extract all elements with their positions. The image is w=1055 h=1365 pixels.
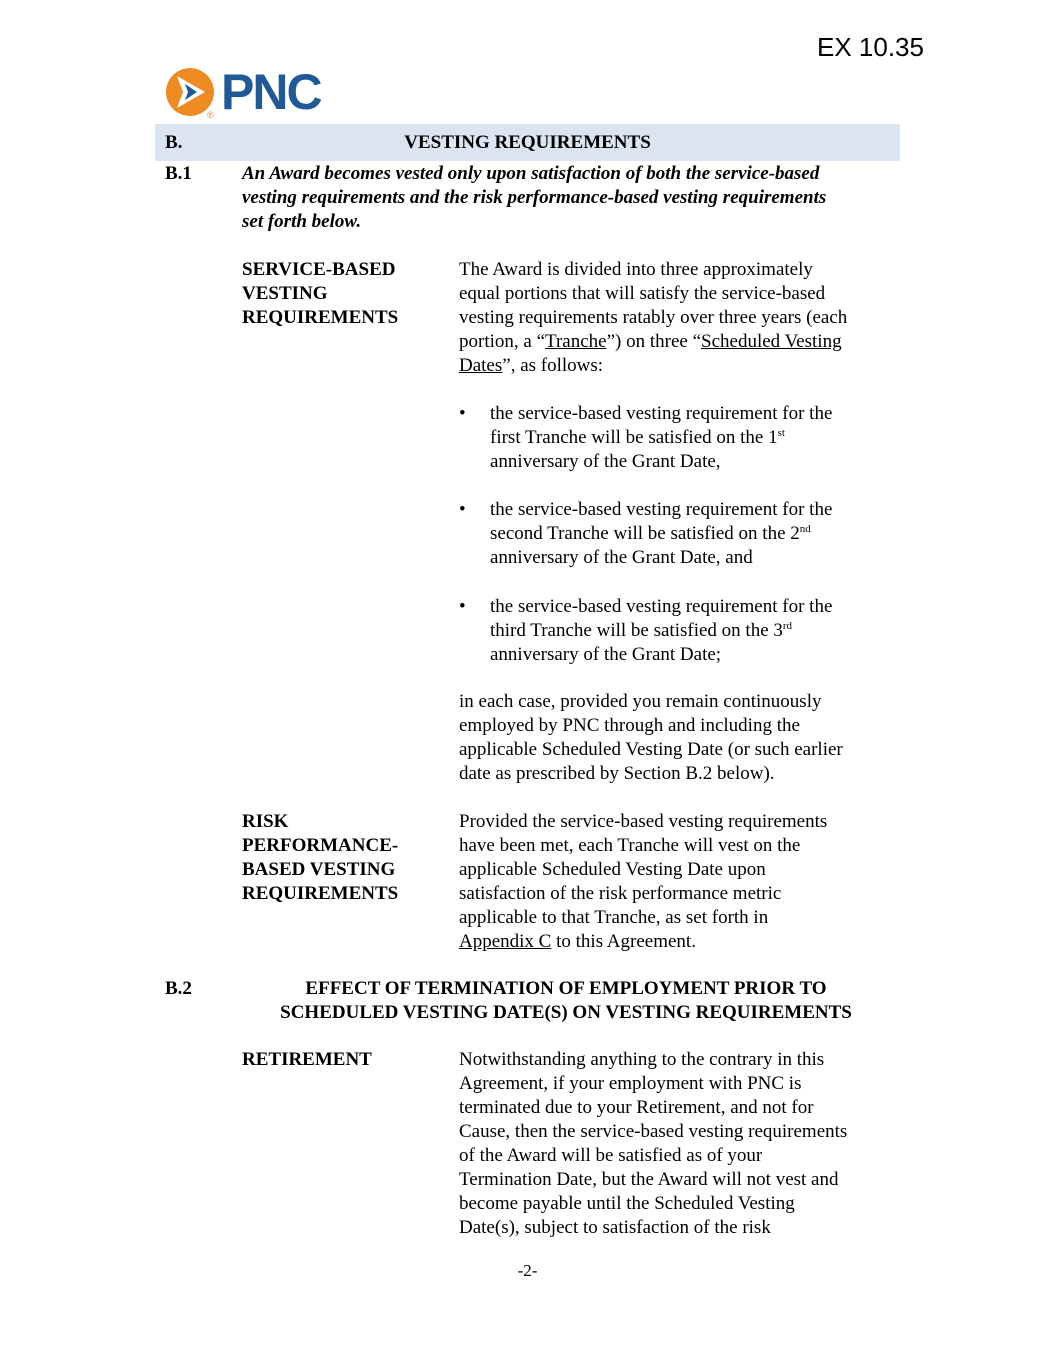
bullet-3-line-2: third Tranche will be satisfied on the 3rd	[490, 620, 793, 641]
service-para-line-4-mid: ”) on three “	[606, 331, 702, 352]
risk-heading-line-3: BASED VESTING	[242, 859, 396, 880]
risk-heading-line-1: RISK	[242, 811, 289, 832]
ordinal-suffix: nd	[799, 523, 811, 535]
bullet-icon: •	[459, 596, 466, 617]
service-heading-line-1: SERVICE-BASED	[242, 259, 396, 280]
b2-title-line-2: SCHEDULED VESTING DATE(S) ON VESTING REQUIREMENTS	[280, 1002, 852, 1023]
bullet-item-3	[490, 595, 890, 667]
ordinal-suffix: rd	[782, 620, 793, 632]
retirement-line-2: Agreement, if your employment with PNC is	[459, 1073, 802, 1094]
pnc-logo-text: PNC	[221, 64, 321, 120]
bullet-icon: •	[459, 499, 466, 520]
risk-heading-line-4: REQUIREMENTS	[242, 883, 399, 904]
bullet-2-line-2: second Tranche will be satisfied on the 2nd	[490, 523, 811, 544]
appendix-post-text: to this Agreement.	[551, 931, 696, 952]
risk-para-line-3: applicable Scheduled Vesting Date upon	[459, 859, 766, 880]
b1-label: B.1	[165, 163, 192, 184]
retirement-line-3: terminated due to your Retirement, and not for	[459, 1097, 814, 1118]
risk-para-line-5: applicable to that Tranche, as set forth in	[459, 907, 769, 928]
closing-line-1: in each case, provided you remain continuously	[459, 691, 822, 712]
b1-intro-line-2: vesting requirements and the risk performance-based vesting requirements	[242, 187, 827, 208]
retirement-line-7: become payable until the Scheduled Vesting	[459, 1193, 795, 1214]
service-para-line-3: vesting requirements ratably over three years (each	[459, 307, 848, 328]
section-title: VESTING REQUIREMENTS	[404, 132, 651, 153]
retirement-line-8: Date(s), subject to satisfaction of the risk	[459, 1217, 771, 1238]
retirement-heading: RETIREMENT	[242, 1049, 372, 1070]
closing-line-4: date as prescribed by Section B.2 below).	[459, 763, 775, 784]
service-heading-line-3: REQUIREMENTS	[242, 307, 399, 328]
b1-intro-line-3: set forth below.	[242, 211, 362, 232]
bullet-1-line-2: first Tranche will be satisfied on the 1st	[490, 427, 785, 448]
bullet-3-line-1: the service-based vesting requirement for the	[490, 596, 833, 617]
bullet-3-line-3: anniversary of the Grant Date;	[490, 644, 722, 665]
service-para-line-5	[459, 354, 603, 378]
risk-para-line-6	[459, 930, 696, 954]
registered-mark: ®	[207, 110, 214, 120]
pnc-logo	[165, 66, 340, 122]
service-heading-line-2: VESTING	[242, 283, 328, 304]
closing-line-2: employed by PNC through and including the	[459, 715, 800, 736]
bullet-2-line-3: anniversary of the Grant Date, and	[490, 547, 753, 568]
bullet-2-line-1: the service-based vesting requirement for the	[490, 499, 833, 520]
retirement-line-5: of the Award will be satisfied as of your	[459, 1145, 763, 1166]
retirement-line-4: Cause, then the service-based vesting requirements	[459, 1121, 848, 1142]
risk-para-line-4: satisfaction of the risk performance metric	[459, 883, 782, 904]
b2-label: B.2	[165, 978, 192, 999]
ordinal-suffix: st	[777, 427, 785, 439]
bullet-1-line-3: anniversary of the Grant Date,	[490, 451, 721, 472]
tranche-term: Tranche	[545, 331, 607, 352]
risk-para-line-1: Provided the service-based vesting requirements	[459, 811, 828, 832]
risk-heading-line-2: PERFORMANCE-	[242, 835, 399, 856]
bullet-item-2	[490, 498, 890, 570]
service-para-line-5-post: ”, as follows:	[502, 355, 604, 376]
service-para-line-2: equal portions that will satisfy the service-based	[459, 283, 826, 304]
service-para-line-4-pre: portion, a “	[459, 331, 546, 352]
b2-title-line-1: EFFECT OF TERMINATION OF EMPLOYMENT PRIOR TO	[305, 978, 827, 999]
section-label: B.	[165, 132, 183, 153]
exhibit-label: EX 10.35	[817, 32, 924, 62]
closing-line-3: applicable Scheduled Vesting Date (or such earlier	[459, 739, 843, 760]
scheduled-vesting-term: Scheduled Vesting	[701, 331, 842, 352]
b1-intro-line-1: An Award becomes vested only upon satisfaction of both the service-based	[242, 163, 820, 184]
retirement-line-6: Termination Date, but the Award will not vest and	[459, 1169, 839, 1190]
bullet-1-line-1: the service-based vesting requirement for the	[490, 403, 833, 424]
retirement-line-1: Notwithstanding anything to the contrary in this	[459, 1049, 825, 1070]
bullet-item-1	[490, 402, 890, 474]
page-number: -2-	[517, 1261, 538, 1280]
appendix-c-link[interactable]: Appendix C	[459, 931, 552, 952]
bullet-icon: •	[459, 403, 466, 424]
risk-para-line-2: have been met, each Tranche will vest on the	[459, 835, 801, 856]
service-para-line-4	[459, 330, 842, 354]
scheduled-dates-term: Dates	[459, 355, 503, 376]
service-para-line-1: The Award is divided into three approximately	[459, 259, 813, 280]
